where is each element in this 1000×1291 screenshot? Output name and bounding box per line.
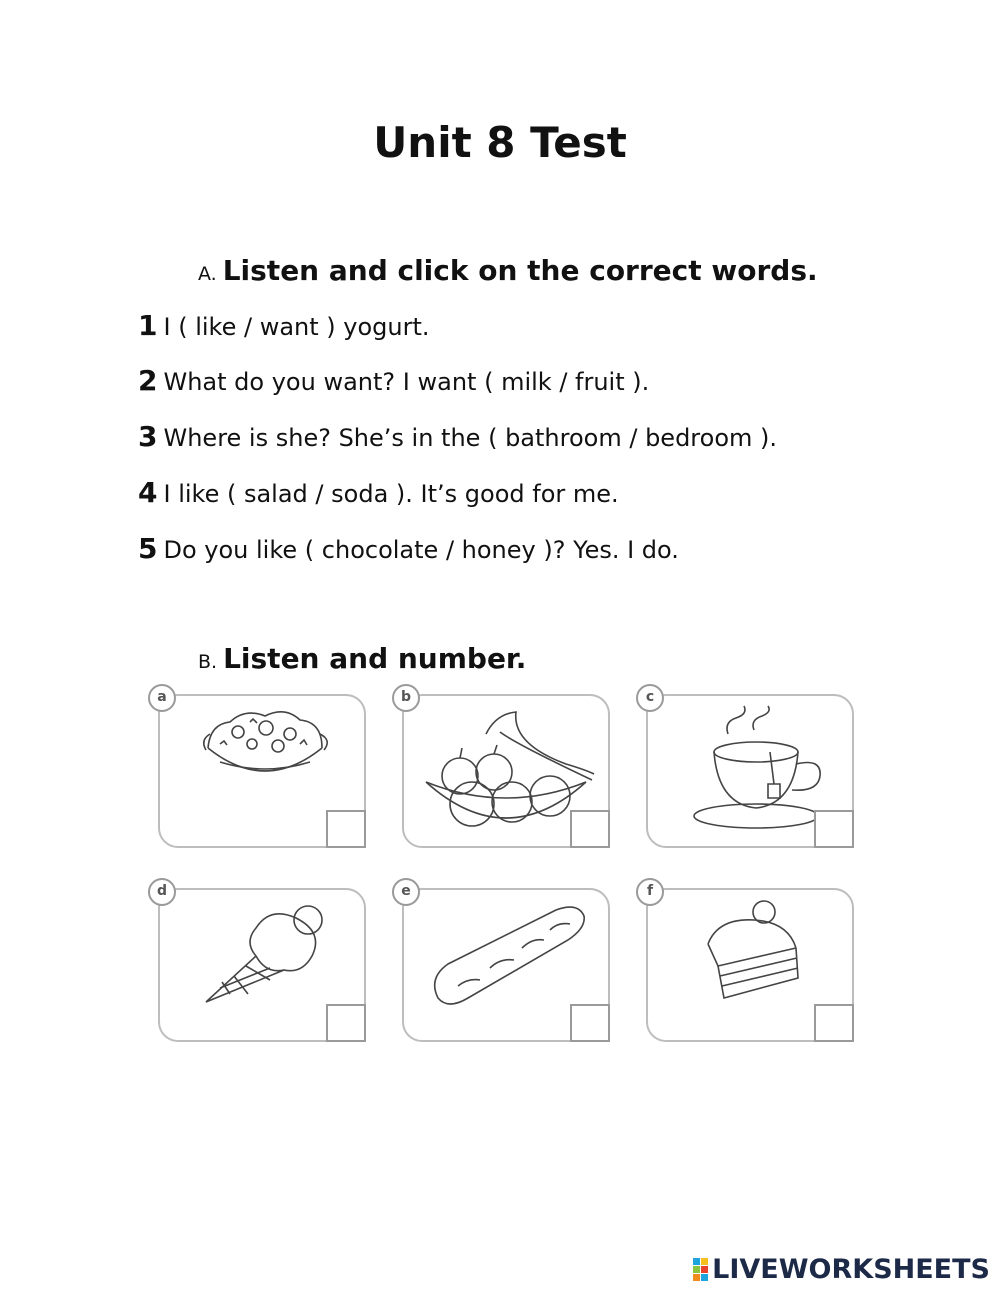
answer-box-e[interactable] bbox=[570, 1004, 610, 1042]
option-chocolate[interactable]: chocolate bbox=[321, 536, 439, 564]
question-2 bbox=[138, 364, 649, 397]
question-text: I like ( bbox=[163, 480, 244, 508]
option-salad[interactable]: salad bbox=[243, 480, 308, 508]
option-like[interactable]: like bbox=[195, 313, 237, 341]
question-5 bbox=[138, 532, 679, 565]
question-text: Do you like ( bbox=[163, 536, 322, 564]
picture-label: e bbox=[392, 878, 420, 906]
page-title: Unit 8 Test bbox=[373, 118, 627, 167]
option-separator: / bbox=[307, 480, 332, 508]
picture-card-c bbox=[645, 689, 854, 848]
answer-box-c[interactable] bbox=[814, 810, 854, 848]
option-separator: / bbox=[551, 368, 576, 396]
fruit-bowl-icon bbox=[416, 704, 596, 834]
question-number: 3 bbox=[138, 420, 158, 453]
salad-icon bbox=[190, 704, 340, 784]
option-want[interactable]: want bbox=[259, 313, 319, 341]
question-4 bbox=[138, 476, 619, 509]
option-bedroom[interactable]: bedroom bbox=[645, 424, 753, 452]
question-text: ). bbox=[624, 368, 650, 396]
question-number: 1 bbox=[138, 309, 158, 342]
section-b-heading bbox=[198, 642, 526, 675]
answer-box-a[interactable] bbox=[326, 810, 366, 848]
ice-cream-icon bbox=[200, 898, 330, 1008]
picture-card-f bbox=[646, 883, 854, 1042]
option-separator: / bbox=[621, 424, 646, 452]
question-number: 2 bbox=[138, 364, 158, 397]
picture-label: a bbox=[148, 684, 176, 712]
cake-icon bbox=[698, 898, 808, 1008]
liveworksheets-logo bbox=[693, 1254, 990, 1285]
section-a-title: Listen and click on the correct words. bbox=[222, 254, 818, 287]
picture-card-a bbox=[157, 689, 366, 848]
question-1 bbox=[138, 309, 430, 342]
picture-label: c bbox=[636, 684, 664, 712]
answer-box-b[interactable] bbox=[570, 810, 610, 848]
picture-card-e bbox=[401, 883, 610, 1042]
option-separator: / bbox=[236, 313, 260, 341]
bread-icon bbox=[428, 898, 588, 1008]
picture-label: b bbox=[392, 684, 420, 712]
question-text: )? Yes. I do. bbox=[535, 536, 679, 564]
option-fruit[interactable]: fruit bbox=[575, 368, 625, 396]
section-a-heading bbox=[198, 254, 818, 287]
question-text: What do you want? I want ( bbox=[163, 368, 502, 396]
question-3 bbox=[138, 420, 777, 453]
logo-mark-icon bbox=[693, 1258, 708, 1281]
answer-box-d[interactable] bbox=[326, 1004, 366, 1042]
option-separator: / bbox=[438, 536, 462, 564]
option-soda[interactable]: soda bbox=[331, 480, 389, 508]
section-b-letter: B. bbox=[198, 651, 218, 673]
question-text: ). bbox=[752, 424, 778, 452]
question-number: 4 bbox=[138, 476, 158, 509]
section-b-title: Listen and number. bbox=[223, 642, 527, 675]
question-text: Where is she? She’s in the ( bbox=[163, 424, 506, 452]
picture-card-b bbox=[400, 689, 610, 848]
question-number: 5 bbox=[138, 532, 158, 565]
logo-text: LIVEWORKSHEETS bbox=[712, 1254, 990, 1285]
picture-label: f bbox=[636, 878, 664, 906]
section-a-letter: A. bbox=[198, 263, 217, 285]
option-milk[interactable]: milk bbox=[501, 368, 552, 396]
question-text: ) yogurt. bbox=[318, 313, 430, 341]
option-bathroom[interactable]: bathroom bbox=[505, 424, 622, 452]
question-text: ). It’s good for me. bbox=[388, 480, 619, 508]
option-honey[interactable]: honey bbox=[461, 536, 536, 564]
answer-box-f[interactable] bbox=[814, 1004, 854, 1042]
picture-card-d bbox=[156, 883, 366, 1042]
question-text: I ( bbox=[163, 313, 196, 341]
picture-label: d bbox=[148, 878, 176, 906]
